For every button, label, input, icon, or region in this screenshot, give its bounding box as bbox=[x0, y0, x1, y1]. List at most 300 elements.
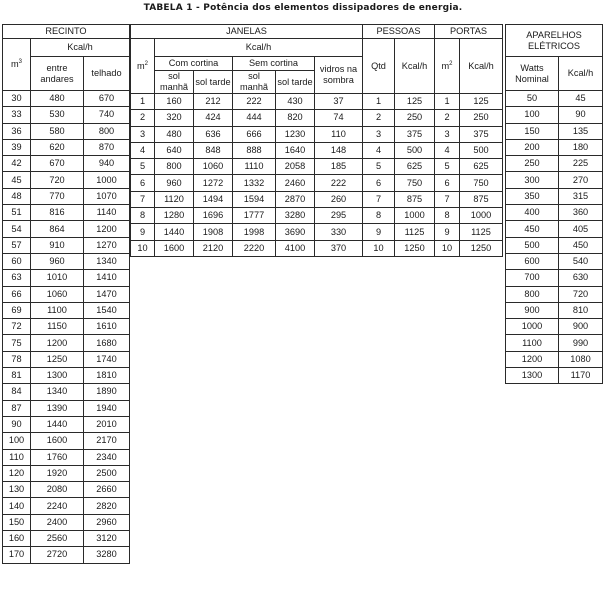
recinto-telhado-cell: 1940 bbox=[84, 400, 130, 416]
portas-kcal-cell: 375 bbox=[460, 126, 503, 142]
recinto-entre-andares-cell: 670 bbox=[31, 156, 84, 172]
portas-m2-cell: 2 bbox=[435, 110, 460, 126]
sem-cortina-manha-cell: 1777 bbox=[233, 208, 276, 224]
sem-cortina-tarde-cell: 4100 bbox=[276, 240, 315, 256]
recinto-entre-andares-cell: 2240 bbox=[31, 498, 84, 514]
com-cortina-tarde-cell: 2120 bbox=[194, 240, 233, 256]
recinto-m3-cell: 100 bbox=[3, 433, 31, 449]
sem-cortina-tarde-cell: 2058 bbox=[276, 159, 315, 175]
sem-cortina-tarde-cell: 3690 bbox=[276, 224, 315, 240]
recinto-m3-cell: 120 bbox=[3, 465, 31, 481]
table-row bbox=[506, 91, 603, 107]
vidros-sombra-cell: 185 bbox=[315, 159, 363, 175]
com-cortina-tarde-cell: 1494 bbox=[194, 191, 233, 207]
aparelhos-watts-cell: 250 bbox=[506, 156, 559, 172]
recinto-entre-andares-cell: 864 bbox=[31, 221, 84, 237]
sem-cortina-tarde-cell: 2870 bbox=[276, 191, 315, 207]
recinto-telhado-cell: 2170 bbox=[84, 433, 130, 449]
table-row bbox=[131, 224, 503, 240]
table-row bbox=[3, 107, 130, 123]
portas-kcal-cell: 1250 bbox=[460, 240, 503, 256]
sem-cortina-sol-tarde-header: sol tarde bbox=[276, 71, 315, 94]
pessoas-kcal-cell: 875 bbox=[395, 191, 435, 207]
recinto-entre-andares-cell: 2400 bbox=[31, 514, 84, 530]
janelas-pessoas-portas-table bbox=[130, 24, 503, 257]
recinto-telhado-cell: 2500 bbox=[84, 465, 130, 481]
recinto-entre-andares-cell: 1010 bbox=[31, 270, 84, 286]
com-cortina-tarde-cell: 1272 bbox=[194, 175, 233, 191]
table-row bbox=[131, 191, 503, 207]
portas-kcal-cell: 1000 bbox=[460, 208, 503, 224]
table-title: TABELA 1 - Potência dos elementos dissipadores de energia. bbox=[143, 3, 463, 13]
recinto-m3-cell: 51 bbox=[3, 205, 31, 221]
table-row bbox=[506, 319, 603, 335]
com-cortina-manha-cell: 1440 bbox=[155, 224, 194, 240]
recinto-m3-cell: 30 bbox=[3, 91, 31, 107]
aparelhos-kcal-cell: 315 bbox=[559, 188, 603, 204]
table-row bbox=[506, 107, 603, 123]
recinto-entre-andares-cell: 1600 bbox=[31, 433, 84, 449]
recinto-entre-andares-cell: 1440 bbox=[31, 416, 84, 432]
recinto-entre-andares-header: entre andares bbox=[31, 57, 84, 91]
recinto-m3-cell: 57 bbox=[3, 237, 31, 253]
com-cortina-manha-cell: 1120 bbox=[155, 191, 194, 207]
sem-cortina-header: Sem cortina bbox=[233, 57, 315, 71]
table-row bbox=[3, 482, 130, 498]
table-row bbox=[3, 302, 130, 318]
recinto-m3-cell: 170 bbox=[3, 547, 31, 563]
vidros-sombra-cell: 148 bbox=[315, 142, 363, 158]
com-cortina-manha-cell: 960 bbox=[155, 175, 194, 191]
recinto-telhado-cell: 1410 bbox=[84, 270, 130, 286]
aparelhos-kcal-cell: 810 bbox=[559, 302, 603, 318]
recinto-m3-cell: 87 bbox=[3, 400, 31, 416]
recinto-telhado-cell: 1200 bbox=[84, 221, 130, 237]
recinto-header: RECINTO bbox=[3, 25, 130, 39]
portas-kcal-cell: 875 bbox=[460, 191, 503, 207]
recinto-entre-andares-cell: 1390 bbox=[31, 400, 84, 416]
recinto-telhado-header: telhado bbox=[84, 57, 130, 91]
recinto-entre-andares-cell: 816 bbox=[31, 205, 84, 221]
janelas-m2-cell: 8 bbox=[131, 208, 155, 224]
table-row bbox=[3, 91, 130, 107]
table-row bbox=[506, 139, 603, 155]
recinto-entre-andares-cell: 480 bbox=[31, 91, 84, 107]
recinto-telhado-cell: 1890 bbox=[84, 384, 130, 400]
sem-cortina-manha-cell: 666 bbox=[233, 126, 276, 142]
table-row bbox=[506, 123, 603, 139]
sem-cortina-manha-cell: 1998 bbox=[233, 224, 276, 240]
aparelhos-watts-cell: 700 bbox=[506, 270, 559, 286]
aparelhos-watts-header: Watts Nominal bbox=[506, 57, 559, 91]
aparelhos-kcal-cell: 225 bbox=[559, 156, 603, 172]
pessoas-kcal-header: Kcal/h bbox=[395, 39, 435, 94]
table-row bbox=[131, 208, 503, 224]
recinto-m3-cell: 39 bbox=[3, 139, 31, 155]
recinto-entre-andares-cell: 2560 bbox=[31, 531, 84, 547]
aparelhos-kcal-header: Kcal/h bbox=[559, 57, 603, 91]
aparelhos-kcal-cell: 900 bbox=[559, 319, 603, 335]
portas-m2-cell: 5 bbox=[435, 159, 460, 175]
pessoas-kcal-cell: 1250 bbox=[395, 240, 435, 256]
table-row bbox=[3, 123, 130, 139]
aparelhos-watts-cell: 1100 bbox=[506, 335, 559, 351]
com-cortina-tarde-cell: 1696 bbox=[194, 208, 233, 224]
recinto-m3-cell: 42 bbox=[3, 156, 31, 172]
recinto-m3-cell: 33 bbox=[3, 107, 31, 123]
recinto-entre-andares-cell: 1760 bbox=[31, 449, 84, 465]
recinto-entre-andares-cell: 580 bbox=[31, 123, 84, 139]
aparelhos-table bbox=[505, 24, 603, 384]
table-row bbox=[506, 253, 603, 269]
com-cortina-manha-cell: 800 bbox=[155, 159, 194, 175]
com-cortina-tarde-cell: 636 bbox=[194, 126, 233, 142]
table-row bbox=[3, 172, 130, 188]
recinto-telhado-cell: 740 bbox=[84, 107, 130, 123]
vidros-sombra-cell: 222 bbox=[315, 175, 363, 191]
recinto-m3-cell: 110 bbox=[3, 449, 31, 465]
recinto-telhado-cell: 870 bbox=[84, 139, 130, 155]
aparelhos-watts-cell: 100 bbox=[506, 107, 559, 123]
table-row bbox=[131, 142, 503, 158]
aparelhos-kcal-cell: 270 bbox=[559, 172, 603, 188]
com-cortina-sol-tarde-header: sol tarde bbox=[194, 71, 233, 94]
com-cortina-manha-cell: 320 bbox=[155, 110, 194, 126]
janelas-m2-cell: 1 bbox=[131, 94, 155, 110]
janelas-m2-cell: 4 bbox=[131, 142, 155, 158]
janelas-m2-cell: 3 bbox=[131, 126, 155, 142]
recinto-m3-cell: 36 bbox=[3, 123, 31, 139]
portas-kcal-cell: 750 bbox=[460, 175, 503, 191]
recinto-telhado-cell: 1140 bbox=[84, 205, 130, 221]
aparelhos-watts-cell: 900 bbox=[506, 302, 559, 318]
table-row bbox=[506, 172, 603, 188]
table-row bbox=[3, 368, 130, 384]
pessoas-qtd-cell: 3 bbox=[363, 126, 395, 142]
pessoas-qtd-cell: 5 bbox=[363, 159, 395, 175]
table-row bbox=[506, 205, 603, 221]
table-row bbox=[3, 449, 130, 465]
recinto-entre-andares-cell: 2080 bbox=[31, 482, 84, 498]
aparelhos-watts-cell: 450 bbox=[506, 221, 559, 237]
pessoas-qtd-cell: 8 bbox=[363, 208, 395, 224]
recinto-entre-andares-cell: 1060 bbox=[31, 286, 84, 302]
recinto-telhado-cell: 1470 bbox=[84, 286, 130, 302]
portas-kcal-cell: 125 bbox=[460, 94, 503, 110]
recinto-telhado-cell: 2960 bbox=[84, 514, 130, 530]
recinto-telhado-cell: 1810 bbox=[84, 368, 130, 384]
table-row bbox=[506, 335, 603, 351]
recinto-entre-andares-cell: 2720 bbox=[31, 547, 84, 563]
recinto-m3-cell: 48 bbox=[3, 188, 31, 204]
aparelhos-watts-cell: 200 bbox=[506, 139, 559, 155]
pessoas-kcal-cell: 500 bbox=[395, 142, 435, 158]
recinto-telhado-cell: 3120 bbox=[84, 531, 130, 547]
recinto-telhado-cell: 1000 bbox=[84, 172, 130, 188]
pessoas-qtd-cell: 2 bbox=[363, 110, 395, 126]
portas-m2-cell: 3 bbox=[435, 126, 460, 142]
com-cortina-manha-cell: 480 bbox=[155, 126, 194, 142]
recinto-entre-andares-cell: 1100 bbox=[31, 302, 84, 318]
table-row bbox=[506, 270, 603, 286]
sem-cortina-tarde-cell: 820 bbox=[276, 110, 315, 126]
recinto-entre-andares-cell: 910 bbox=[31, 237, 84, 253]
pessoas-qtd-cell: 6 bbox=[363, 175, 395, 191]
aparelhos-kcal-cell: 1080 bbox=[559, 351, 603, 367]
recinto-m3-cell: 60 bbox=[3, 253, 31, 269]
aparelhos-kcal-cell: 450 bbox=[559, 237, 603, 253]
recinto-m3-cell: 130 bbox=[3, 482, 31, 498]
sem-cortina-manha-cell: 1332 bbox=[233, 175, 276, 191]
table-row bbox=[506, 188, 603, 204]
sem-cortina-manha-cell: 1594 bbox=[233, 191, 276, 207]
table-row bbox=[3, 335, 130, 351]
aparelhos-kcal-cell: 360 bbox=[559, 205, 603, 221]
aparelhos-watts-cell: 300 bbox=[506, 172, 559, 188]
recinto-telhado-cell: 1740 bbox=[84, 351, 130, 367]
table-row bbox=[3, 465, 130, 481]
table-row bbox=[506, 286, 603, 302]
recinto-telhado-cell: 1070 bbox=[84, 188, 130, 204]
table-row bbox=[506, 221, 603, 237]
recinto-entre-andares-cell: 620 bbox=[31, 139, 84, 155]
portas-m2-cell: 9 bbox=[435, 224, 460, 240]
recinto-telhado-cell: 2010 bbox=[84, 416, 130, 432]
aparelhos-watts-cell: 1000 bbox=[506, 319, 559, 335]
table-row bbox=[506, 351, 603, 367]
recinto-table bbox=[2, 24, 130, 564]
pessoas-kcal-cell: 125 bbox=[395, 94, 435, 110]
aparelhos-kcal-cell: 90 bbox=[559, 107, 603, 123]
recinto-m3-cell: 69 bbox=[3, 302, 31, 318]
sem-cortina-tarde-cell: 430 bbox=[276, 94, 315, 110]
com-cortina-tarde-cell: 848 bbox=[194, 142, 233, 158]
com-cortina-manha-cell: 160 bbox=[155, 94, 194, 110]
recinto-telhado-cell: 940 bbox=[84, 156, 130, 172]
aparelhos-kcal-cell: 720 bbox=[559, 286, 603, 302]
aparelhos-header: APARELHOS ELÉTRICOS bbox=[506, 25, 603, 57]
recinto-telhado-cell: 1340 bbox=[84, 253, 130, 269]
pessoas-qtd-header: Qtd bbox=[363, 39, 395, 94]
recinto-telhado-cell: 2660 bbox=[84, 482, 130, 498]
recinto-m3-cell: 63 bbox=[3, 270, 31, 286]
recinto-m3-cell: 90 bbox=[3, 416, 31, 432]
aparelhos-watts-cell: 400 bbox=[506, 205, 559, 221]
com-cortina-tarde-cell: 1908 bbox=[194, 224, 233, 240]
recinto-m3-cell: 84 bbox=[3, 384, 31, 400]
pessoas-kcal-cell: 750 bbox=[395, 175, 435, 191]
table-row bbox=[3, 156, 130, 172]
recinto-telhado-cell: 3280 bbox=[84, 547, 130, 563]
pessoas-qtd-cell: 10 bbox=[363, 240, 395, 256]
sem-cortina-tarde-cell: 2460 bbox=[276, 175, 315, 191]
pessoas-qtd-cell: 7 bbox=[363, 191, 395, 207]
recinto-entre-andares-cell: 960 bbox=[31, 253, 84, 269]
recinto-entre-andares-cell: 1300 bbox=[31, 368, 84, 384]
recinto-telhado-cell: 1540 bbox=[84, 302, 130, 318]
portas-m2-cell: 10 bbox=[435, 240, 460, 256]
portas-m2-header: $m^2$ bbox=[435, 39, 460, 94]
pessoas-kcal-cell: 250 bbox=[395, 110, 435, 126]
janelas-m2-cell: 7 bbox=[131, 191, 155, 207]
recinto-telhado-cell: 1610 bbox=[84, 319, 130, 335]
janelas-m2-cell: 9 bbox=[131, 224, 155, 240]
table-row bbox=[3, 139, 130, 155]
aparelhos-kcal-cell: 540 bbox=[559, 253, 603, 269]
portas-m2-cell: 8 bbox=[435, 208, 460, 224]
pessoas-qtd-cell: 4 bbox=[363, 142, 395, 158]
portas-m2-cell: 6 bbox=[435, 175, 460, 191]
com-cortina-manha-cell: 640 bbox=[155, 142, 194, 158]
table-row bbox=[131, 240, 503, 256]
vidros-sombra-cell: 370 bbox=[315, 240, 363, 256]
vidros-sombra-cell: 330 bbox=[315, 224, 363, 240]
pessoas-qtd-cell: 9 bbox=[363, 224, 395, 240]
aparelhos-kcal-cell: 1170 bbox=[559, 368, 603, 384]
vidros-sombra-cell: 260 bbox=[315, 191, 363, 207]
sem-cortina-tarde-cell: 3280 bbox=[276, 208, 315, 224]
sem-cortina-tarde-cell: 1230 bbox=[276, 126, 315, 142]
portas-kcal-cell: 625 bbox=[460, 159, 503, 175]
table-row bbox=[3, 253, 130, 269]
janelas-m2-cell: 10 bbox=[131, 240, 155, 256]
portas-header: PORTAS bbox=[435, 25, 503, 39]
sem-cortina-manha-cell: 888 bbox=[233, 142, 276, 158]
table-row bbox=[3, 221, 130, 237]
recinto-entre-andares-cell: 770 bbox=[31, 188, 84, 204]
pessoas-kcal-cell: 1000 bbox=[395, 208, 435, 224]
janelas-m2-cell: 5 bbox=[131, 159, 155, 175]
portas-kcal-cell: 500 bbox=[460, 142, 503, 158]
table-row bbox=[3, 400, 130, 416]
pessoas-kcal-cell: 1125 bbox=[395, 224, 435, 240]
aparelhos-kcal-cell: 135 bbox=[559, 123, 603, 139]
portas-m2-cell: 7 bbox=[435, 191, 460, 207]
janelas-m2-cell: 6 bbox=[131, 175, 155, 191]
recinto-entre-andares-cell: 1250 bbox=[31, 351, 84, 367]
recinto-m3-cell: 72 bbox=[3, 319, 31, 335]
recinto-telhado-cell: 800 bbox=[84, 123, 130, 139]
pessoas-kcal-cell: 625 bbox=[395, 159, 435, 175]
sem-cortina-manha-cell: 444 bbox=[233, 110, 276, 126]
table-row bbox=[3, 286, 130, 302]
sem-cortina-manha-cell: 222 bbox=[233, 94, 276, 110]
recinto-telhado-cell: 1680 bbox=[84, 335, 130, 351]
table-row bbox=[131, 159, 503, 175]
pessoas-qtd-cell: 1 bbox=[363, 94, 395, 110]
sem-cortina-manha-cell: 1110 bbox=[233, 159, 276, 175]
com-cortina-header: Com cortina bbox=[155, 57, 233, 71]
vidros-sombra-cell: 110 bbox=[315, 126, 363, 142]
table-row bbox=[3, 205, 130, 221]
recinto-m3-cell: 140 bbox=[3, 498, 31, 514]
table-row bbox=[3, 188, 130, 204]
recinto-m3-cell: 66 bbox=[3, 286, 31, 302]
aparelhos-watts-cell: 50 bbox=[506, 91, 559, 107]
recinto-telhado-cell: 2340 bbox=[84, 449, 130, 465]
aparelhos-watts-cell: 1200 bbox=[506, 351, 559, 367]
recinto-m3-cell: 54 bbox=[3, 221, 31, 237]
table-row bbox=[506, 368, 603, 384]
recinto-m3-cell: 78 bbox=[3, 351, 31, 367]
table-row bbox=[3, 514, 130, 530]
recinto-telhado-cell: 1270 bbox=[84, 237, 130, 253]
sem-cortina-manha-cell: 2220 bbox=[233, 240, 276, 256]
table-row bbox=[131, 126, 503, 142]
table-row bbox=[131, 110, 503, 126]
portas-m2-cell: 1 bbox=[435, 94, 460, 110]
recinto-telhado-cell: 670 bbox=[84, 91, 130, 107]
recinto-entre-andares-cell: 530 bbox=[31, 107, 84, 123]
aparelhos-watts-cell: 800 bbox=[506, 286, 559, 302]
janelas-m2-header: $m^2$ bbox=[131, 39, 155, 94]
recinto-telhado-cell: 2820 bbox=[84, 498, 130, 514]
com-cortina-manha-cell: 1600 bbox=[155, 240, 194, 256]
pessoas-header: PESSOAS bbox=[363, 25, 435, 39]
aparelhos-kcal-cell: 630 bbox=[559, 270, 603, 286]
aparelhos-kcal-cell: 180 bbox=[559, 139, 603, 155]
portas-kcal-header: Kcal/h bbox=[460, 39, 503, 94]
aparelhos-kcal-cell: 990 bbox=[559, 335, 603, 351]
table-row bbox=[3, 270, 130, 286]
janelas-kcal-header: Kcal/h bbox=[155, 39, 363, 57]
table-row bbox=[3, 433, 130, 449]
com-cortina-sol-manha-header: sol manhã bbox=[155, 71, 194, 94]
aparelhos-watts-cell: 1300 bbox=[506, 368, 559, 384]
recinto-m3-cell: 81 bbox=[3, 368, 31, 384]
table-row bbox=[3, 319, 130, 335]
recinto-entre-andares-cell: 720 bbox=[31, 172, 84, 188]
table-row bbox=[3, 237, 130, 253]
table-row bbox=[3, 547, 130, 563]
recinto-m3-cell: 150 bbox=[3, 514, 31, 530]
com-cortina-tarde-cell: 1060 bbox=[194, 159, 233, 175]
recinto-kcal-header: Kcal/h bbox=[31, 39, 130, 57]
aparelhos-watts-cell: 600 bbox=[506, 253, 559, 269]
table-row bbox=[506, 302, 603, 318]
table-row bbox=[3, 384, 130, 400]
recinto-entre-andares-cell: 1150 bbox=[31, 319, 84, 335]
vidros-sombra-cell: 37 bbox=[315, 94, 363, 110]
table-row bbox=[3, 531, 130, 547]
aparelhos-watts-cell: 350 bbox=[506, 188, 559, 204]
recinto-entre-andares-cell: 1920 bbox=[31, 465, 84, 481]
recinto-m3-cell: 45 bbox=[3, 172, 31, 188]
recinto-m3-header: $m^3$ bbox=[3, 39, 31, 91]
recinto-m3-cell: 160 bbox=[3, 531, 31, 547]
table-row bbox=[506, 237, 603, 253]
pessoas-kcal-cell: 375 bbox=[395, 126, 435, 142]
table-row bbox=[3, 498, 130, 514]
recinto-entre-andares-cell: 1200 bbox=[31, 335, 84, 351]
vidros-sombra-cell: 74 bbox=[315, 110, 363, 126]
com-cortina-tarde-cell: 424 bbox=[194, 110, 233, 126]
janelas-m2-cell: 2 bbox=[131, 110, 155, 126]
portas-m2-cell: 4 bbox=[435, 142, 460, 158]
recinto-m3-cell: 75 bbox=[3, 335, 31, 351]
com-cortina-manha-cell: 1280 bbox=[155, 208, 194, 224]
janelas-header: JANELAS bbox=[131, 25, 363, 39]
table-row bbox=[3, 416, 130, 432]
recinto-entre-andares-cell: 1340 bbox=[31, 384, 84, 400]
portas-kcal-cell: 250 bbox=[460, 110, 503, 126]
aparelhos-watts-cell: 500 bbox=[506, 237, 559, 253]
table-row bbox=[506, 156, 603, 172]
com-cortina-tarde-cell: 212 bbox=[194, 94, 233, 110]
aparelhos-watts-cell: 150 bbox=[506, 123, 559, 139]
table-row bbox=[131, 94, 503, 110]
table-row bbox=[3, 351, 130, 367]
